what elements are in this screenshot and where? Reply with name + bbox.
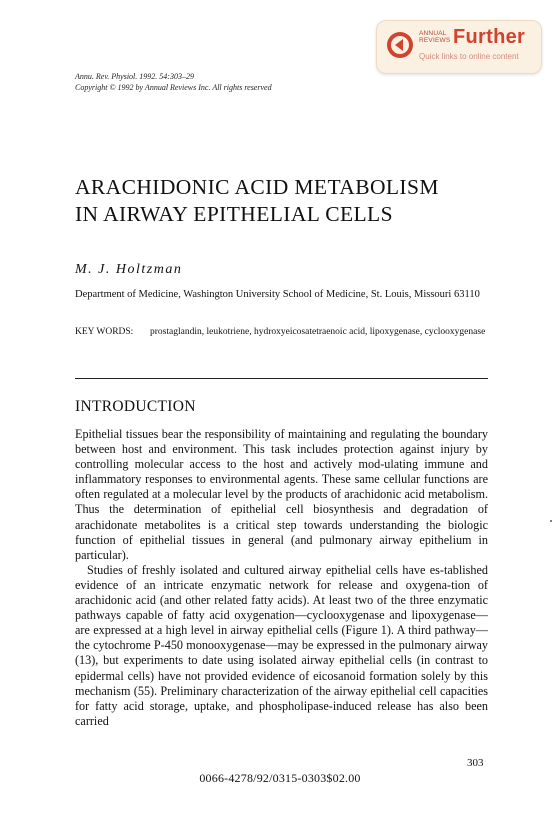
body-text — [75, 427, 488, 729]
journal-citation: Annu. Rev. Physiol. 1992. 54:303–29 — [75, 72, 194, 81]
further-subtitle: Quick links to online content — [419, 52, 519, 61]
section-heading: INTRODUCTION — [75, 398, 196, 415]
publisher-label: ANNUAL REVIEWS — [419, 30, 451, 44]
paragraph: Studies of freshly isolated and cultured airway epithelial cells have es-tablished evidence of an intricate enzymatic network for release and oxygena-tion of arachidonic acid (and other related fatty acids). At least two of the three enzymatic pathways capable of fatty acid oxygenation—cyclooxygenase and lipoxygenase—are expressed at a high level in airway epithelial cells (Figure 1). A third pathway—the cytochrome P-450 monooxygenase—may be expressed in the pulmonary airway (13), but experiments to date using isolated airway epithelial cells (in contrast to epidermal cells) have not provided evidence of eicosanoid formation solely by this mechanism (55). Preliminary characterization of the airway epithelial cell capacities for fatty acid storage, uptake, and phospholipase-induced release has also been carried — [75, 562, 488, 728]
section-divider — [75, 378, 488, 379]
article-title: ARACHIDONIC ACID METABOLISM IN AIRWAY EPITHELIAL CELLS — [75, 175, 439, 226]
further-badge[interactable] — [376, 20, 542, 74]
further-title: Further — [453, 26, 526, 48]
keywords-list: prostaglandin, leukotriene, hydroxyeicosatetraenoic acid, lipoxygenase, cyclooxygenase — [150, 327, 486, 337]
price-code: 0066-4278/92/0315-0303$02.00 — [199, 771, 361, 785]
paragraph: Epithelial tissues bear the responsibility of maintaining and regulating the boundary between host and environment. This task includes protection against injury by controlling molecular access to the host and actively mod-ulating immune and inflammatory responses to environmental agents. These same cellular functions are often regulated at a molecular level by the products of arachidonic acid metabolism. Thus the determination of epithelial cell biosynthesis and degradation of arachidonate metabolites is a critical step towards understanding the biologic function of epithelial tissues in general (and pulmonary airway epithelium in particular). — [75, 427, 488, 562]
copyright-line: Copyright © 1992 by Annual Reviews Inc. All rights reserved — [75, 82, 272, 92]
page-number: 303 — [467, 757, 484, 769]
margin-mark — [550, 520, 552, 522]
keywords-label: KEY WORDS: — [75, 327, 134, 337]
journal-reference — [75, 72, 272, 93]
author-name: M. J. Holtzman — [75, 262, 183, 277]
further-arrow-icon — [386, 31, 414, 59]
author-affiliation: Department of Medicine, Washington University School of Medicine, St. Louis, Missouri 63110 — [75, 289, 480, 300]
